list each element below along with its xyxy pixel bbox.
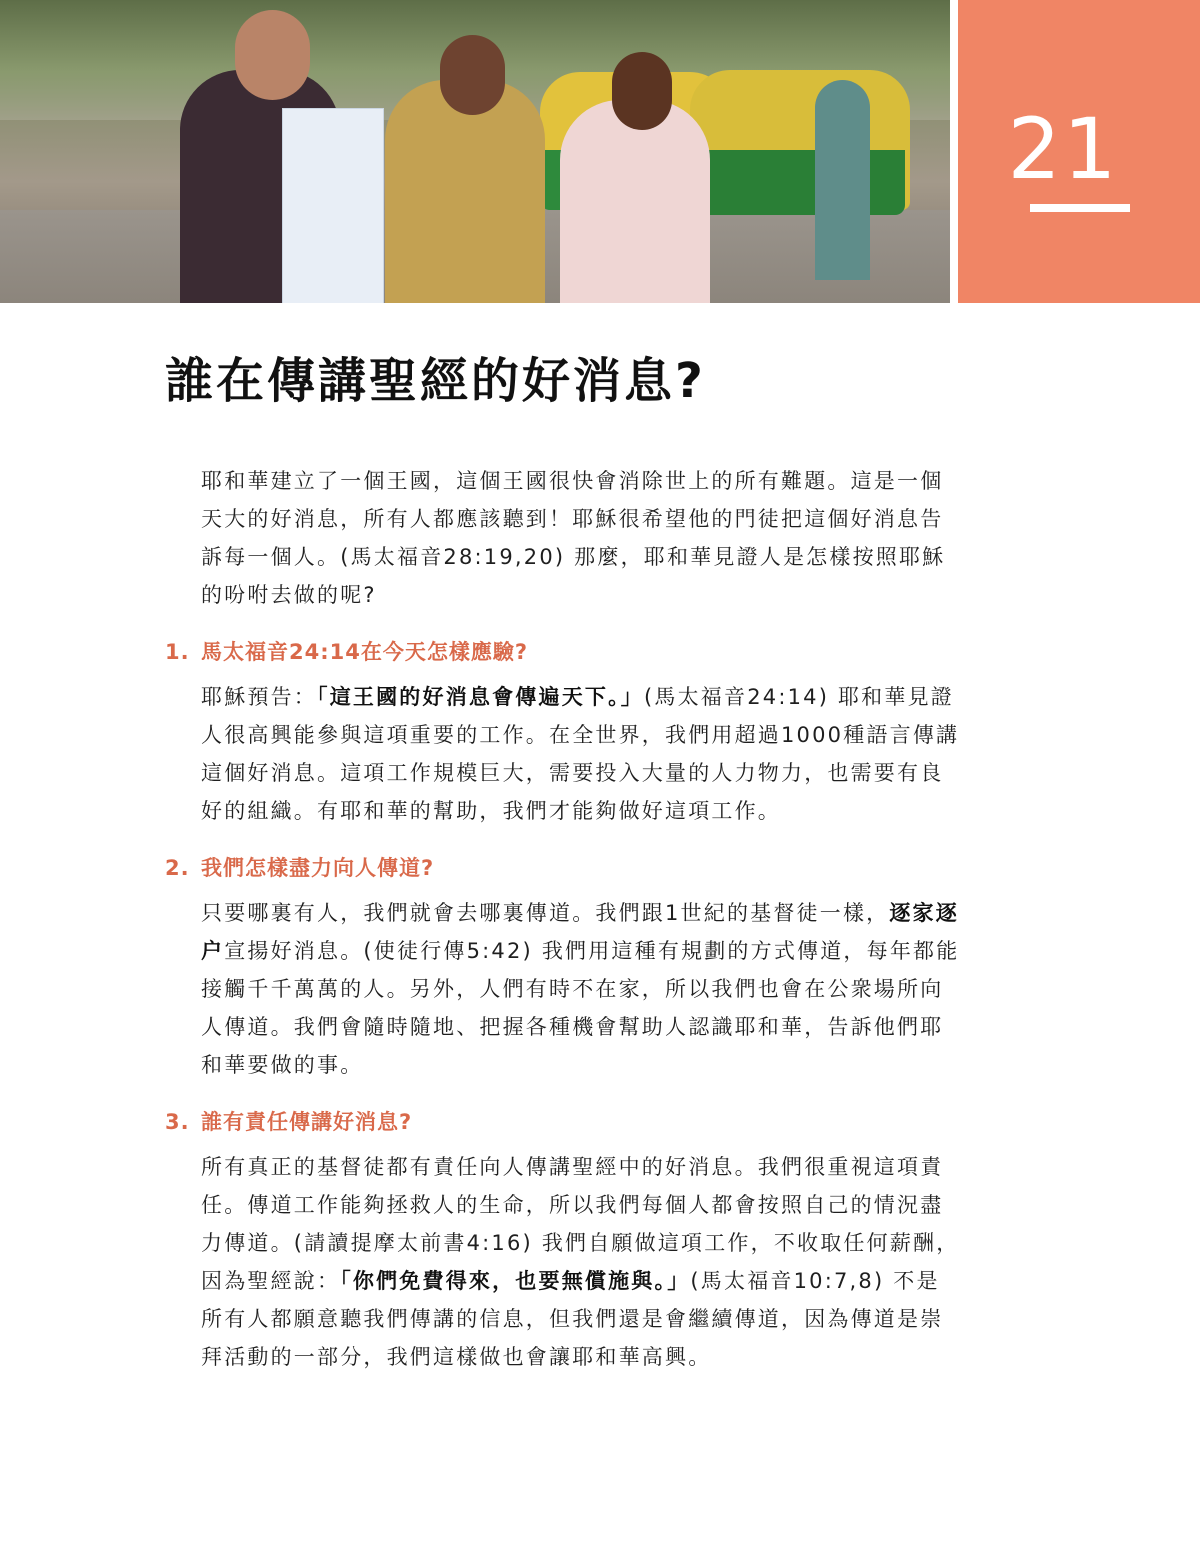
badge-underline: [1030, 204, 1130, 212]
answer-paragraph-1: [201, 678, 960, 830]
question-number: 1.: [165, 640, 190, 664]
answer-text: 耶穌預告：: [201, 685, 317, 709]
answer-text: 宣揚好消息。(使徒行傳5:42) 我們用這種有規劃的方式傳道，每年都能接觸千千萬萬的人。另外，人們有時不在家，所以我們也會在公衆場所向人傳道。我們會隨時隨地、把握各種機會幫助人認識耶和華，告訴他們耶和華要做的事。: [201, 939, 960, 1077]
answer-quote: 「這王國的好消息會傳遍天下。」: [317, 685, 644, 709]
article-body: [165, 462, 960, 1376]
answer-text: (馬太福音24:14) 耶和華見證人很高興能參與這項重要的工作。在全世界，我們用超過1000種語言傳講這個好消息。這項工作規模巨大，需要投入大量的人力物力，也需要有良好的組織。有耶和華的幫助，我們才能夠做好這項工作。: [201, 685, 960, 823]
question-1: [165, 636, 960, 668]
question-2: [165, 852, 960, 884]
answer-paragraph-2: [201, 894, 960, 1084]
page-title: 誰在傳講聖經的好消息?: [165, 353, 706, 409]
lesson-number-badge: [958, 0, 1200, 303]
question-text: 我們怎樣盡力向人傳道?: [201, 856, 435, 880]
question-text: 馬太福音24:14在今天怎樣應驗?: [201, 640, 529, 664]
answer-text: (馬太福音10:7,8) 不是所有人都願意聽我們傳講的信息，但我們還是會繼續傳道，因為傳道是崇拜活動的一部分，我們這樣做也會讓耶和華高興。: [201, 1269, 944, 1369]
answer-text: 只要哪裏有人，我們就會去哪裏傳道。我們跟1世紀的基督徒一樣，: [201, 901, 890, 925]
question-3: [165, 1106, 960, 1138]
question-text: 誰有責任傳講好消息?: [201, 1110, 413, 1134]
intro-paragraph: 耶和華建立了一個王國，這個王國很快會消除世上的所有難題。這是一個天大的好消息，所有人都應該聽到！耶穌很希望他的門徒把這個好消息告訴每一個人。(馬太福音28:19,20) 那麼，耶和華見證人是怎樣按照耶穌的吩咐去做的呢?: [201, 469, 946, 607]
answer-paragraph-3: [201, 1148, 960, 1376]
lesson-number: 21: [1007, 100, 1119, 198]
question-number: 3.: [165, 1110, 190, 1134]
answer-emphasis: 逐家逐户: [201, 901, 959, 963]
hero-photo: [0, 0, 950, 303]
literature-cart-poster: [282, 108, 384, 303]
answer-text: 所有真正的基督徒都有責任向人傳講聖經中的好消息。我們很重視這項責任。傳道工作能夠拯救人的生命，所以我們每個人都會按照自己的情況盡力傳道。(請讀提摩太前書4:16) 我們自願做這項工作，不收取任何薪酬，因為聖經說：: [201, 1155, 960, 1293]
question-number: 2.: [165, 856, 190, 880]
answer-quote: 「你們免費得來，也要無償施與。」: [340, 1269, 691, 1293]
